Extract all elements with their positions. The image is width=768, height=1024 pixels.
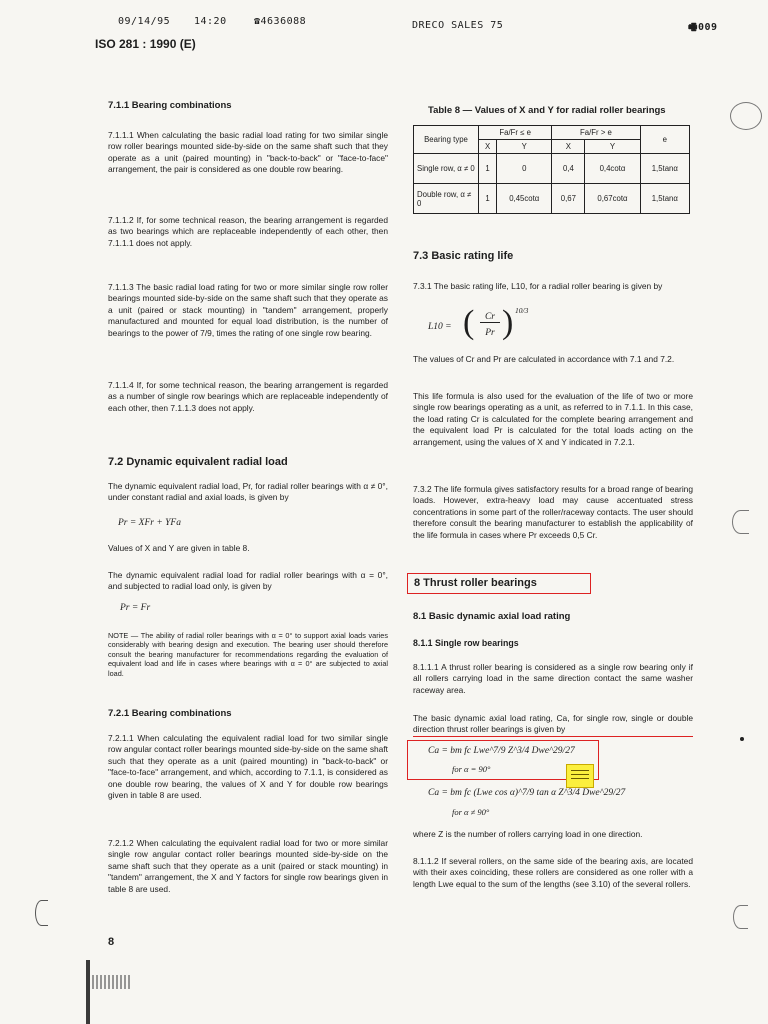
table-row	[414, 184, 690, 214]
margin-dot	[740, 737, 744, 741]
para-8-1-1-1-where: where Z is the number of rollers carrying load in one direction.	[413, 829, 643, 839]
equation-paren-right: )	[502, 304, 514, 341]
table-cell: 0,45cotα	[497, 184, 552, 214]
fax-sender: DRECO SALES 75	[412, 20, 504, 31]
margin-ring-mark	[35, 900, 48, 926]
equation-life-lhs: L10 =	[428, 322, 452, 332]
table-header-x: X	[552, 140, 585, 154]
para-7-2-zero-angle: The dynamic equivalent radial load for radial roller bearings with α = 0°, and subjected to radial load only, is given by	[108, 570, 388, 592]
table-header-y: Y	[585, 140, 640, 154]
equation-pure-radial: Pr = Fr	[120, 603, 151, 613]
table-header-e: e	[640, 126, 689, 154]
fax-page: 🖷009	[688, 22, 718, 33]
section-7-1-1-title: 7.1.1 Bearing combinations	[108, 100, 232, 111]
table-8-title: Table 8 — Values of X and Y for radial roller bearings	[428, 105, 666, 116]
para-7-2-intro: The dynamic equivalent radial load, Pr, for radial roller bearings with α ≠ 0°, under constant radial and axial loads, is given by	[108, 481, 388, 503]
para-7-3-1: 7.3.1 The basic rating life, L10, for a radial roller bearing is given by	[413, 281, 663, 291]
fax-date: 09/14/95	[118, 16, 171, 27]
scan-smudge	[92, 975, 132, 989]
fax-phone: ☎4636088	[254, 16, 307, 27]
table-row	[414, 154, 690, 184]
table-cell: 0,4cotα	[585, 154, 640, 184]
para-7-1-1-1: 7.1.1.1 When calculating the basic radial load rating for two similar single row roller bearings mounted side-by-side on the same shaft such that they operate as a unit (paired mounting) in "back-to-back" or "face-to-face" arrangement, the pair is considered as one double row bearing.	[108, 130, 388, 175]
section-7-3-title: 7.3 Basic rating life	[413, 250, 514, 262]
equation-life-denominator: Pr	[485, 328, 495, 338]
fax-time: 14:20	[194, 16, 227, 27]
para-7-1-1-4: 7.1.1.4 If, for some technical reason, the bearing arrangement is regarded as a number of single row bearings which are replaceable independently of each other, then 7.1.1.3 does not apply.	[108, 380, 388, 413]
margin-ring-mark	[733, 905, 748, 929]
table-8	[413, 125, 690, 214]
margin-ring-mark	[730, 102, 762, 130]
table-cell: 0,67cotα	[585, 184, 640, 214]
equation-ca-axial: Ca = bm fc Lwe^7/9 Z^3/4 Dwe^29/27	[428, 746, 575, 756]
para-7-2-table-ref: Values of X and Y are given in table 8.	[108, 543, 250, 553]
para-7-3-1-values: The values of Cr and Pr are calculated in accordance with 7.1 and 7.2.	[413, 354, 675, 364]
equation-ca-inclined: Ca = bm fc (Lwe cos α)^7/9 tan α Z^3/4 Dwe^29/27	[428, 788, 626, 798]
para-7-2-1-2: 7.2.1.2 When calculating the equivalent radial load for two or more similar single row angular contact roller bearings mounted side-by-side on the same shaft such that they operate as a unit (paired or stack mounting) in "tandem" arrangement, the X and Y factors for single row bearings given in table 8 are used.	[108, 838, 388, 894]
margin-ring-mark	[732, 510, 749, 534]
table-cell: 1,5tanα	[640, 184, 689, 214]
sticky-note-icon[interactable]	[566, 764, 594, 788]
section-7-2-title: 7.2 Dynamic equivalent radial load	[108, 456, 288, 468]
equation-ca-inclined-condition: for α ≠ 90°	[452, 807, 490, 817]
section-8-1-title: 8.1 Basic dynamic axial load rating	[413, 611, 571, 622]
equation-ca-axial-condition: for α = 90°	[452, 764, 491, 774]
para-8-1-1-1-ca: The basic dynamic axial load rating, Ca, for single row, single or double direction thrust roller bearings is given by	[413, 713, 693, 737]
binding-edge	[86, 960, 90, 1024]
table-cell: 0,67	[552, 184, 585, 214]
para-7-1-1-2: 7.1.1.2 If, for some technical reason, the bearing arrangement is regarded as two bearings which are replaceable independently of each other, then 7.1.1.1 does not apply.	[108, 215, 388, 248]
note-axial-loads: NOTE — The ability of radial roller bearings with α = 0° to support axial loads varies considerably with bearing design and execution. The bearing user should therefore consult the bearing manufacturer for recommendations regarding the evaluation of equivalent load and life in cases where bearings with α = 0° are subjected to axial load.	[108, 631, 388, 678]
table-header-gt: Fa/Fr > e	[552, 126, 640, 140]
standard-id: ISO 281 : 1990 (E)	[95, 37, 196, 51]
page-number: 8	[108, 936, 115, 948]
para-7-2-1-1: 7.2.1.1 When calculating the equivalent radial load for two similar single row angular contact roller bearings mounted side-by-side on the same shaft such that they operate as a unit (paired mounting) in "back-to-back" or "face-to-face" arrangement, and which, according to 7.1.1, is considered as one double row bearing, the values of X and Y for double row bearings given in table 8 are used.	[108, 733, 388, 801]
table-header-y: Y	[497, 140, 552, 154]
para-8-1-1-2: 8.1.1.2 If several rollers, on the same side of the bearing axis, are located with their axes coinciding, these rollers are considered as one roller with a length Lwe equal to the sum of the lengths (see 3.10) of the several rollers.	[413, 856, 693, 889]
section-8-title: 8 Thrust roller bearings	[407, 573, 591, 594]
table-cell: 1	[479, 154, 497, 184]
para-7-1-1-3: 7.1.1.3 The basic radial load rating for two or more similar single row roller bearings mounted side-by-side on the same shaft such that they operate as a unit (paired or stack mounting) in "tandem" arrangement, properly manufactured and mounted for equal load distribution, is the number of bearings to the power of 7/9, times the rating of one single row bearing.	[108, 282, 388, 338]
equation-life-exponent: 10/3	[515, 306, 529, 315]
para-8-1-1-1: 8.1.1.1 A thrust roller bearing is considered as a single row bearing only if all rollers carrying load in the same direction contact the same washer raceway area.	[413, 662, 693, 695]
table-cell: Single row, α ≠ 0	[414, 154, 479, 184]
section-8-1-1-title: 8.1.1 Single row bearings	[413, 638, 519, 648]
table-header-x: X	[479, 140, 497, 154]
table-cell: Double row, α ≠ 0	[414, 184, 479, 214]
section-7-2-1-title: 7.2.1 Bearing combinations	[108, 708, 232, 719]
table-cell: 1	[479, 184, 497, 214]
equation-equivalent-load: Pr = XFr + YFa	[118, 518, 181, 528]
equation-life-numerator: Cr	[480, 312, 500, 323]
table-header-type: Bearing type	[414, 126, 479, 154]
equation-paren-left: (	[463, 304, 475, 341]
para-7-3-2: 7.3.2 The life formula gives satisfactory results for a broad range of bearing loads. However, extra-heavy load may cause accentuated stress concentrations in some part of the roller/raceway contacts. The user should therefore consult the bearing manufacturer to establish the applicability of the life formula in cases where Pr exceeds 0,5 Cr.	[413, 484, 693, 540]
table-cell: 0	[497, 154, 552, 184]
table-header-le: Fa/Fr ≤ e	[479, 126, 552, 140]
table-cell: 1,5tanα	[640, 154, 689, 184]
para-7-3-1-multiple: This life formula is also used for the evaluation of the life of two or more single row bearings operating as a unit, as referred to in 7.1.1. In this case, the load rating Cr is calculated for the complete bearing arrangement and the equivalent load Pr is calculated for the total loads acting on the arrangement, using the values of X and Y indicated in 7.2.1.	[413, 391, 693, 447]
table-cell: 0,4	[552, 154, 585, 184]
